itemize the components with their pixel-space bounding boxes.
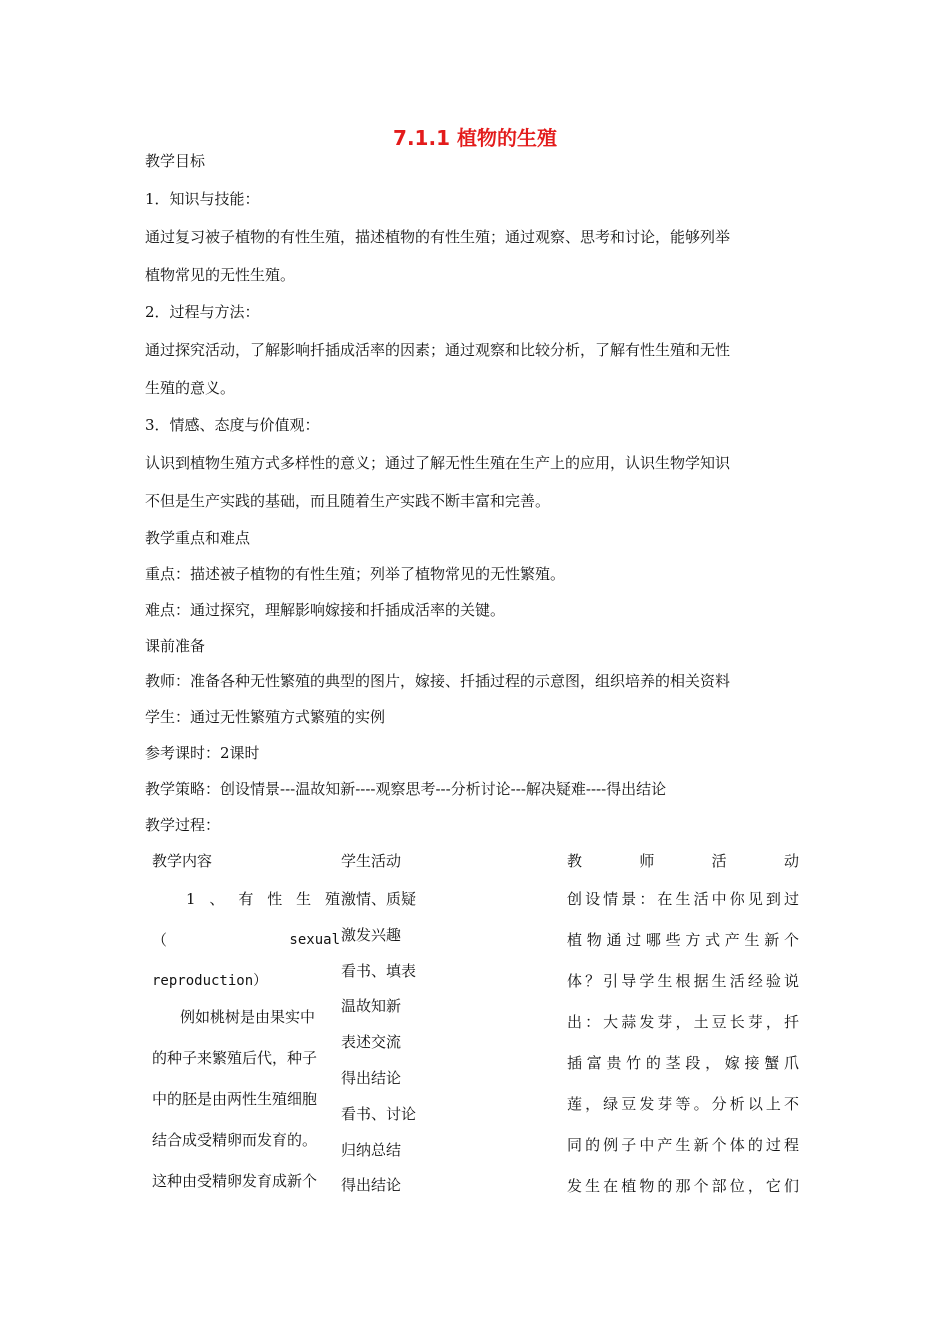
content-line-5: 的种子来繁殖后代，种子 (152, 1049, 318, 1067)
table-header-teacher: 教师活动 (567, 852, 799, 870)
teacher-preparation: 教师：准备各种无性繁殖的典型的图片，嫁接、扦插过程的示意图，组织培养的相关资料 (145, 672, 731, 690)
content-line-6: 中的胚是由两性生殖细胞 (152, 1090, 318, 1108)
heading-preparation: 课前准备 (145, 637, 206, 655)
heading-key-points: 教学重点和难点 (145, 529, 251, 547)
goal-knowledge-text-1: 通过复习被子植物的有性生殖，描述植物的有性生殖；通过观察、思考和讨论，能够列举 (145, 228, 731, 246)
goal-attitude-text-1: 认识到植物生殖方式多样性的意义；通过了解无性生殖在生产上的应用，认识生物学知识 (145, 454, 731, 472)
key-point-text: 重点：描述被子植物的有性生殖；列举了植物常见的无性繁殖。 (145, 565, 566, 583)
student-activity: 温故知新 (341, 997, 402, 1015)
student-activity: 激情、质疑 (341, 890, 417, 908)
content-word: sexual (289, 932, 340, 948)
content-line-2 (152, 930, 340, 950)
student-activity: 得出结论 (341, 1069, 402, 1087)
heading-teaching-process: 教学过程： (145, 816, 221, 834)
teacher-activity: 插富贵竹的茎段，嫁接蟹爪 (567, 1054, 799, 1072)
goal-knowledge-heading: 1．知识与技能： (145, 190, 260, 208)
goal-process-heading: 2．过程与方法： (145, 303, 260, 321)
table-header-student: 学生活动 (341, 852, 402, 870)
content-line-3: reproduction） (152, 973, 268, 989)
student-activity: 看书、讨论 (341, 1105, 417, 1123)
content-word: 有 (238, 890, 254, 908)
teacher-activity: 莲，绿豆发芽等。分析以上不 (567, 1095, 799, 1113)
difficulty-text: 难点：通过探究，理解影响嫁接和扦插成活率的关键。 (145, 601, 506, 619)
table-header-content: 教学内容 (152, 852, 213, 870)
content-line-1 (186, 889, 340, 909)
goal-process-text-1: 通过探究活动，了解影响扦插成活率的因素；通过观察和比较分析，了解有性生殖和无性 (145, 341, 731, 359)
teacher-activity: 发生在植物的那个部位，它们 (567, 1177, 799, 1195)
content-line-8: 这种由受精卵发育成新个 (152, 1172, 318, 1190)
teacher-activity: 同的例子中产生新个体的过程 (567, 1136, 799, 1154)
teacher-activity: 体？引导学生根据生活经验说 (567, 972, 799, 990)
content-word: 1 (186, 890, 196, 908)
heading-teaching-goals: 教学目标 (145, 152, 206, 170)
student-activity: 激发兴趣 (341, 926, 402, 944)
content-line-4: 例如桃树是由果实中 (180, 1008, 316, 1026)
content-word: 殖 (324, 890, 340, 908)
teaching-strategy: 教学策略：创设情景---温故知新----观察思考---分析讨论---解决疑难----得出结论 (145, 780, 667, 798)
goal-process-text-2: 生殖的意义。 (145, 379, 236, 397)
teacher-activity: 植物通过哪些方式产生新个 (567, 931, 799, 949)
student-preparation: 学生：通过无性繁殖方式繁殖的实例 (145, 708, 386, 726)
teacher-activity: 创设情景：在生活中你见到过 (567, 890, 799, 908)
goal-knowledge-text-2: 植物常见的无性生殖。 (145, 266, 296, 284)
page-title: 7.1.1 植物的生殖 (393, 126, 557, 150)
content-word: （ (152, 931, 168, 949)
content-line-7: 结合成受精卵而发育的。 (152, 1131, 318, 1149)
goal-attitude-heading: 3．情感、态度与价值观： (145, 416, 320, 434)
student-activity: 表述交流 (341, 1033, 402, 1051)
goal-attitude-text-2: 不但是生产实践的基础，而且随着生产实践不断丰富和完善。 (145, 492, 551, 510)
content-word: 、 (209, 890, 225, 908)
content-word: 性 (267, 890, 283, 908)
reference-hours: 参考课时：2课时 (145, 744, 260, 762)
student-activity: 得出结论 (341, 1176, 402, 1194)
student-activity: 看书、填表 (341, 962, 417, 980)
content-word: 生 (296, 890, 312, 908)
teacher-activity: 出：大蒜发芽，土豆长芽，扦 (567, 1013, 799, 1031)
student-activity: 归纳总结 (341, 1141, 402, 1159)
